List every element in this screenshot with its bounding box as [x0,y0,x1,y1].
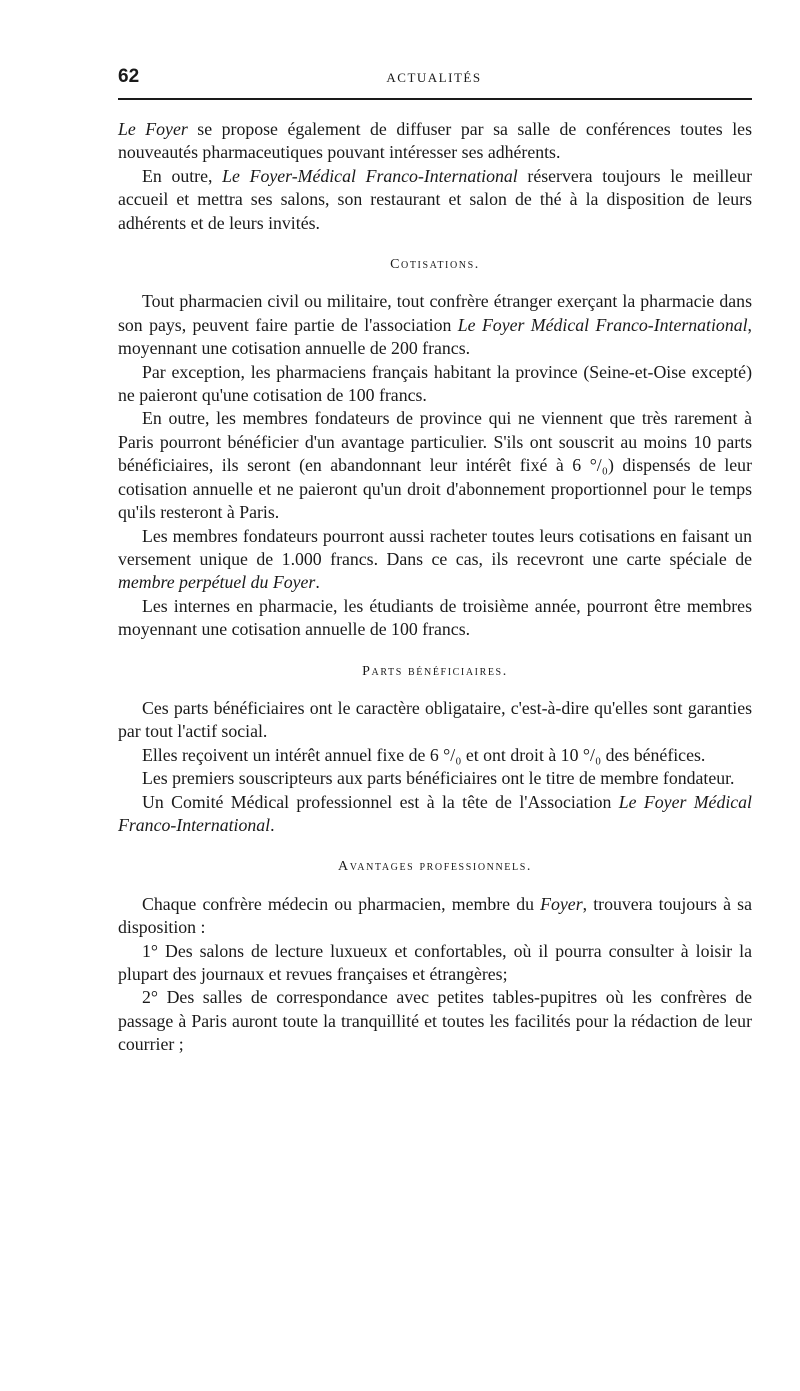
text: , trouvera toujours à sa disposition : [118,893,752,938]
section-heading-parts: Parts bénéficiaires. [362,663,508,679]
paragraph [118,791,752,838]
paragraph: Ces parts bénéficiaires ont le caractère obligataire, c'est-à-dire qu'elles sont garanties par tout l'actif social. [118,697,752,742]
text: Tout pharmacien civil ou militaire, tout confrère étranger exerçant la pharmacie dans son pays, peuvent faire partie de l'association [118,291,752,335]
text: réservera toujours le meilleur accueil et mettra ses salons, son restaurant et salon de thé à la disposition de leurs adhérents et de leurs invités. [118,165,752,233]
section-heading-cotisations: Cotisations. [390,257,480,273]
header-rule [118,98,752,100]
paragraph: 1° Des salons de lecture luxueux et confortables, où il pourra consulter à loisir la plupart des journaux et revues françaises et étrangères; [118,940,752,984]
paragraph [118,893,752,940]
paragraph [118,525,752,595]
text: . [315,572,320,593]
paragraph: 2° Des salles de correspondance avec petites tables-pupitres où les confrères de passage à Paris auront toute la tranquillité et toutes les facilités pour la rédaction de leur courrier ; [118,987,752,1055]
page-number: 62 [118,66,140,87]
text: En outre, [142,165,223,186]
text: , moyennant une cotisation annuelle de 200 francs. [118,314,752,359]
paragraph: Par exception, les pharmaciens français habitant la province (Seine-et-Oise excepté) ne paieront qu'une cotisation de 100 francs. [118,361,752,406]
italic-text: membre perpétuel du Foyer [118,572,316,593]
section-heading-avantages: Avantages professionnels. [338,859,532,875]
page-header [118,66,750,94]
text: . [270,814,275,835]
italic-text: Le Foyer-Médical Franco-International [222,165,518,186]
paragraph: Les premiers souscripteurs aux parts bénéficiaires ont le titre de membre fondateur. [142,768,735,789]
paragraph [118,290,752,360]
text: se propose également de diffuser par sa salle de conférences toutes les nouveautés pharmaceutiques pouvant intéresser ses adhérents. [118,119,752,163]
text: Les membres fondateurs pourront aussi racheter toutes leurs cotisations en faisant un versement unique de 1.000 francs. Dans ce cas, ils recevront une carte spéciale de [118,525,752,569]
italic-text: Le Foyer [118,119,188,139]
italic-text: Foyer [540,893,583,914]
article-body [118,118,752,1057]
italic-text: Le Foyer Médical Franco-International [118,791,752,835]
italic-text: Le Foyer Médical Franco-International [457,314,748,335]
paragraph [118,165,752,235]
paragraph: Les internes en pharmacie, les étudiants de troisième année, pourront être membres moyennant une cotisation annuelle de 100 francs. [118,595,752,640]
paragraph [118,118,752,165]
text: Un Comité Médical professionnel est à la tête de l'Association [142,791,619,812]
paragraph: En outre, les membres fondateurs de province qui ne viennent que très rarement à Paris pourront bénéficier d'un avantage particulier. S'ils ont souscrit au moins 10 parts bénéficiaires, ils seront (en abandonnant leur intérêt fixé à 6 °/₀) dispensés de leur cotisation annuelle et ne paieront qu'un droit d'abonnement proportionnel pour le temps qu'ils resteront à Paris. [118,408,752,523]
paragraph: Elles reçoivent un intérêt annuel fixe de 6 °/₀ et ont droit à 10 °/₀ des bénéfices. [142,744,706,765]
running-title: ACTUALITÉS [386,70,482,85]
text: Chaque confrère médecin ou pharmacien, membre du [142,893,541,914]
